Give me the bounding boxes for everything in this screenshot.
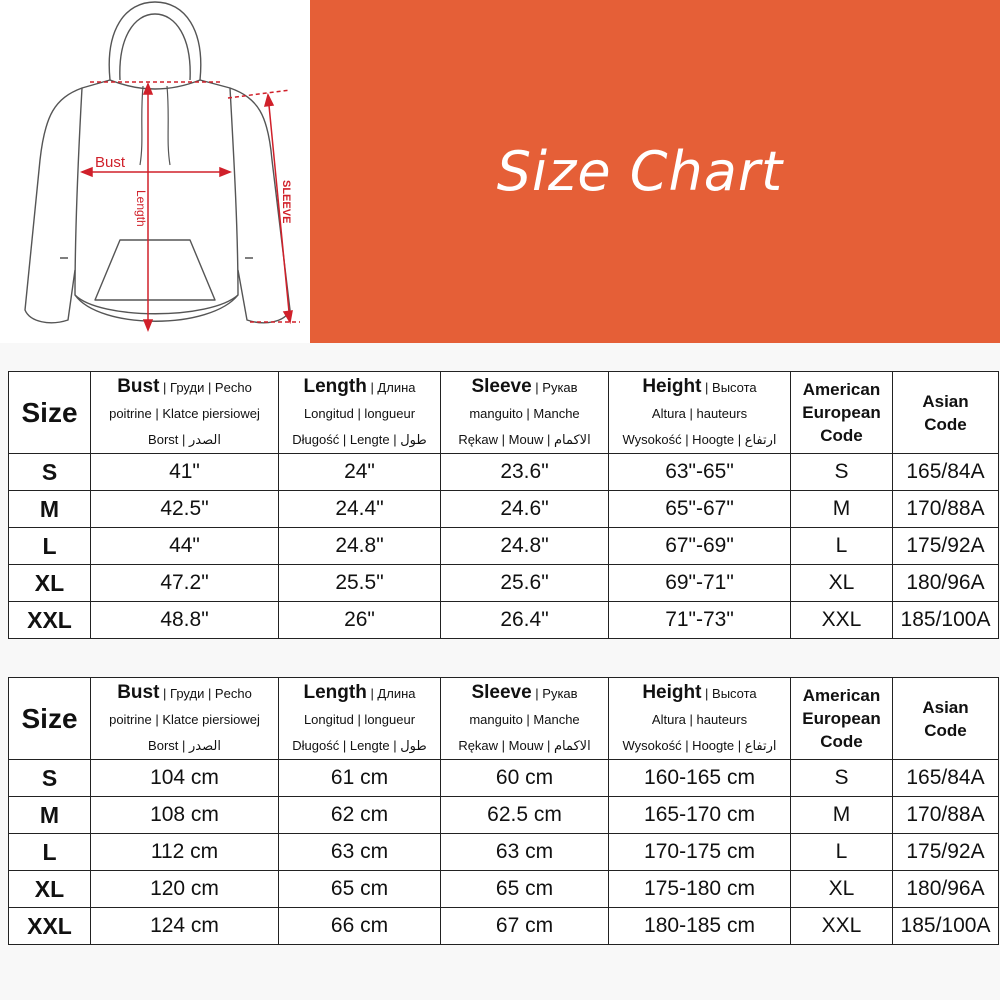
bust-label: Bust	[95, 154, 126, 171]
table-header-row	[9, 678, 999, 760]
sleeve-cell: 63 cm	[441, 834, 609, 871]
size-cell: XXL	[9, 602, 91, 639]
length-column-header: Length | Длина Longitud | longueur Długość | Lengte | طول	[279, 372, 441, 454]
sleeve-cell: 60 cm	[441, 760, 609, 797]
table-row	[9, 602, 999, 639]
bust-cell: 104 cm	[91, 760, 279, 797]
asian-code-cell: 170/88A	[893, 491, 999, 528]
us-code-cell: XL	[791, 871, 893, 908]
table-row	[9, 491, 999, 528]
size-cell: L	[9, 528, 91, 565]
size-table-cm	[8, 677, 999, 945]
bust-cell: 47.2"	[91, 565, 279, 602]
length-cell: 61 cm	[279, 760, 441, 797]
us-code-cell: XXL	[791, 602, 893, 639]
us-code-cell: XXL	[791, 908, 893, 945]
bust-cell: 112 cm	[91, 834, 279, 871]
height-column-header: Height | Высота Altura | hauteurs Wysokość | Hoogte | ارتفاع	[609, 372, 791, 454]
length-cell: 26"	[279, 602, 441, 639]
length-cell: 24.8"	[279, 528, 441, 565]
asian-code-cell: 165/84A	[893, 454, 999, 491]
height-cell: 180-185 cm	[609, 908, 791, 945]
height-cell: 65"-67"	[609, 491, 791, 528]
table-row	[9, 871, 999, 908]
us-code-cell: L	[791, 528, 893, 565]
length-cell: 24.4"	[279, 491, 441, 528]
size-chart-banner	[310, 0, 1000, 343]
sleeve-cell: 24.6"	[441, 491, 609, 528]
us-code-cell: M	[791, 491, 893, 528]
sleeve-cell: 67 cm	[441, 908, 609, 945]
table-row	[9, 797, 999, 834]
bust-cell: 120 cm	[91, 871, 279, 908]
asian-code-cell: 170/88A	[893, 797, 999, 834]
length-column-header: Length | Длина Longitud | longueur Długość | Lengte | طول	[279, 678, 441, 760]
asian-code-cell: 185/100A	[893, 908, 999, 945]
table-row	[9, 834, 999, 871]
size-table-inches	[8, 371, 999, 639]
table-header-row	[9, 372, 999, 454]
height-cell: 71"-73"	[609, 602, 791, 639]
sleeve-label: SLEEVE	[280, 180, 292, 224]
size-cell: S	[9, 454, 91, 491]
table-row	[9, 454, 999, 491]
bust-cell: 41"	[91, 454, 279, 491]
sleeve-column-header: Sleeve | Рукав manguito | Manche Rękaw | Mouw | الاكمام	[441, 678, 609, 760]
height-cell: 175-180 cm	[609, 871, 791, 908]
bust-column-header: Bust | Груди | Pecho poitrine | Klatce piersiowej Borst | الصدر	[91, 372, 279, 454]
sleeve-cell: 23.6"	[441, 454, 609, 491]
size-cell: XL	[9, 565, 91, 602]
sleeve-cell: 25.6"	[441, 565, 609, 602]
hoodie-illustration	[0, 0, 310, 343]
asian-code-cell: 180/96A	[893, 565, 999, 602]
length-cell: 25.5"	[279, 565, 441, 602]
measure-arrows	[82, 82, 300, 330]
asian-code-header: Asian Code	[893, 372, 999, 454]
bust-cell: 42.5"	[91, 491, 279, 528]
size-cell: XXL	[9, 908, 91, 945]
hoodie-diagram	[0, 0, 310, 343]
american-european-code-header: American European Code	[791, 372, 893, 454]
banner-title: Size Chart	[496, 140, 784, 203]
length-cell: 65 cm	[279, 871, 441, 908]
us-code-cell: M	[791, 797, 893, 834]
hoodie-outline	[25, 2, 290, 323]
size-column-header: Size	[9, 372, 91, 454]
drawstrings	[140, 86, 170, 165]
table-row	[9, 528, 999, 565]
height-cell: 69"-71"	[609, 565, 791, 602]
sleeve-cell: 24.8"	[441, 528, 609, 565]
length-cell: 63 cm	[279, 834, 441, 871]
size-column-header: Size	[9, 678, 91, 760]
length-label: Length	[134, 190, 148, 227]
us-code-cell: S	[791, 760, 893, 797]
asian-code-header: Asian Code	[893, 678, 999, 760]
us-code-cell: XL	[791, 565, 893, 602]
size-cell: M	[9, 797, 91, 834]
asian-code-cell: 175/92A	[893, 834, 999, 871]
size-cell: M	[9, 491, 91, 528]
size-cell: L	[9, 834, 91, 871]
height-cell: 170-175 cm	[609, 834, 791, 871]
bust-cell: 124 cm	[91, 908, 279, 945]
table-row	[9, 908, 999, 945]
bust-cell: 44"	[91, 528, 279, 565]
height-cell: 67"-69"	[609, 528, 791, 565]
us-code-cell: L	[791, 834, 893, 871]
height-column-header: Height | Высота Altura | hauteurs Wysokość | Hoogte | ارتفاع	[609, 678, 791, 760]
height-cell: 165-170 cm	[609, 797, 791, 834]
asian-code-cell: 180/96A	[893, 871, 999, 908]
sleeve-column-header: Sleeve | Рукав manguito | Manche Rękaw | Mouw | الاكمام	[441, 372, 609, 454]
us-code-cell: S	[791, 454, 893, 491]
bust-cell: 48.8"	[91, 602, 279, 639]
sleeve-cell: 26.4"	[441, 602, 609, 639]
asian-code-cell: 165/84A	[893, 760, 999, 797]
length-cell: 24"	[279, 454, 441, 491]
table-row	[9, 565, 999, 602]
table-row	[9, 760, 999, 797]
height-cell: 63"-65"	[609, 454, 791, 491]
size-cell: S	[9, 760, 91, 797]
size-cell: XL	[9, 871, 91, 908]
asian-code-cell: 185/100A	[893, 602, 999, 639]
american-european-code-header: American European Code	[791, 678, 893, 760]
height-cell: 160-165 cm	[609, 760, 791, 797]
top-section	[0, 0, 1000, 343]
asian-code-cell: 175/92A	[893, 528, 999, 565]
bust-column-header: Bust | Груди | Pecho poitrine | Klatce piersiowej Borst | الصدر	[91, 678, 279, 760]
length-cell: 66 cm	[279, 908, 441, 945]
sleeve-cell: 65 cm	[441, 871, 609, 908]
sleeve-cell: 62.5 cm	[441, 797, 609, 834]
length-cell: 62 cm	[279, 797, 441, 834]
bust-cell: 108 cm	[91, 797, 279, 834]
